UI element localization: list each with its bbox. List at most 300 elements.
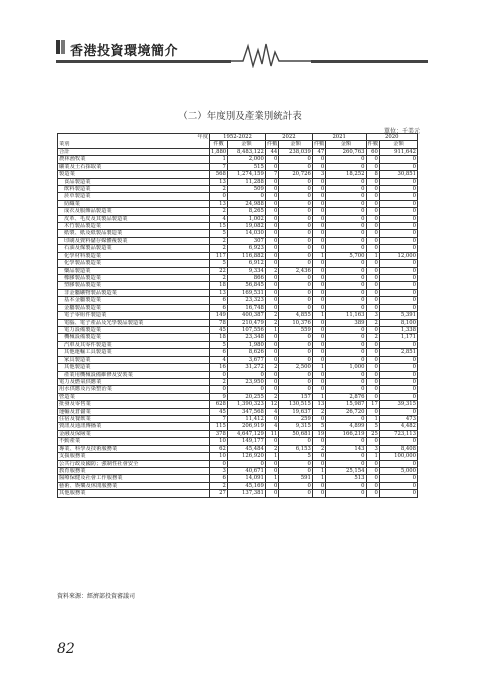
case-count-cell: 2 — [210, 185, 228, 192]
table-row — [58, 453, 418, 460]
case-count-cell: 0 — [312, 245, 325, 252]
case-count-cell: 0 — [265, 282, 278, 289]
case-count-cell: 0 — [312, 200, 325, 207]
amount-cell: 0 — [326, 289, 366, 296]
amount-cell: 0 — [279, 349, 313, 356]
case-count-cell: 0 — [366, 208, 379, 215]
industry-name: 基本金屬製造業 — [58, 297, 210, 304]
case-count-cell: 2 — [210, 208, 228, 215]
case-count-cell: 1 — [312, 393, 325, 400]
amount-cell: 0 — [279, 252, 313, 259]
case-count-cell: 0 — [366, 237, 379, 244]
amount-cell: 509 — [227, 185, 265, 192]
table-row — [58, 193, 418, 200]
case-count-cell: 1 — [366, 416, 379, 423]
table-row — [58, 178, 418, 185]
amount-cell: 0 — [379, 215, 417, 222]
table-row — [58, 208, 418, 215]
amount-cell: 0 — [379, 386, 417, 393]
amount-cell: 149,177 — [227, 438, 265, 445]
amount-cell: 0 — [379, 490, 417, 497]
amount-cell: 0 — [379, 178, 417, 185]
amount-cell: 0 — [227, 460, 265, 467]
case-count-cell: 1 — [312, 252, 325, 259]
amount-cell: 238,039 — [279, 148, 313, 155]
amount-cell: 15,987 — [326, 401, 366, 408]
case-count-cell: 0 — [366, 341, 379, 348]
industry-name: 支援服務業 — [58, 453, 210, 460]
case-count-cell: 2 — [265, 364, 278, 371]
amount-cell: 24,988 — [227, 200, 265, 207]
case-count-cell: 0 — [265, 371, 278, 378]
case-count-cell: 0 — [312, 237, 325, 244]
table-row — [58, 304, 418, 311]
case-count-cell: 0 — [265, 245, 278, 252]
amount-cell: 0 — [279, 490, 313, 497]
table-row — [58, 171, 418, 178]
case-count-cell: 2 — [265, 312, 278, 319]
amount-cell: 8,626 — [227, 349, 265, 356]
industry-name: 資訊及通訊傳播業 — [58, 423, 210, 430]
amount-cell: 0 — [326, 356, 366, 363]
case-count-cell: 0 — [366, 200, 379, 207]
amount-cell: 0 — [326, 438, 366, 445]
header-title: 香港投資環境簡介 — [70, 44, 179, 59]
amount-cell: 0 — [279, 260, 313, 267]
case-count-cell: 0 — [312, 260, 325, 267]
table-row — [58, 223, 418, 230]
case-count-cell: 19 — [312, 430, 325, 437]
amount-cell: 0 — [279, 371, 313, 378]
amount-cell: 9,334 — [227, 267, 265, 274]
case-count-cell: 0 — [265, 260, 278, 267]
case-count-cell: 0 — [366, 223, 379, 230]
case-count-cell: 47 — [312, 148, 325, 155]
source-note: 資料來源：經濟部投資審議司 — [57, 593, 136, 600]
amount-cell: 11,163 — [326, 312, 366, 319]
industry-name: 菸草製造業 — [58, 193, 210, 200]
amount-cell: 0 — [279, 356, 313, 363]
amount-cell: 20,255 — [227, 393, 265, 400]
amount-cell: 31,272 — [227, 364, 265, 371]
amount-cell: 0 — [326, 416, 366, 423]
amount-cell: 100,000 — [379, 453, 417, 460]
amount-cell: 3,677 — [227, 356, 265, 363]
case-count-cell: 0 — [312, 319, 325, 326]
amount-cell: 259 — [279, 416, 313, 423]
case-count-cell: 0 — [366, 386, 379, 393]
amount-cell: 0 — [379, 393, 417, 400]
amount-cell: 400,387 — [227, 312, 265, 319]
case-count-cell: 12 — [265, 401, 278, 408]
amount-cell: 23,323 — [227, 297, 265, 304]
amount-cell: 8,483,122 — [227, 148, 265, 155]
period-header: 2021 — [312, 134, 366, 141]
case-count-cell: 13 — [210, 289, 228, 296]
amount-cell: 5 — [279, 453, 313, 460]
industry-name: 石油及煤製品製造業 — [58, 245, 210, 252]
case-count-cell: 13 — [210, 200, 228, 207]
amount-cell: 206,919 — [227, 423, 265, 430]
case-count-cell: 4 — [265, 408, 278, 415]
case-count-cell: 62 — [210, 445, 228, 452]
case-count-cell: 2 — [312, 408, 325, 415]
industry-name: 藝術、娛樂及休閒服務業 — [58, 482, 210, 489]
amount-cell: 20,726 — [279, 171, 313, 178]
case-count-cell: 5 — [210, 230, 228, 237]
amount-cell: 0 — [279, 185, 313, 192]
case-count-cell: 378 — [210, 430, 228, 437]
case-count-cell: 0 — [210, 193, 228, 200]
amount-cell: 0 — [279, 245, 313, 252]
industry-name: 橡膠製品製造業 — [58, 275, 210, 282]
amount-cell: 1,002 — [227, 215, 265, 222]
case-count-cell: 0 — [366, 304, 379, 311]
amount-cell: 26,720 — [326, 408, 366, 415]
case-count-cell: 0 — [366, 215, 379, 222]
amount-cell: 0 — [326, 304, 366, 311]
case-count-cell: 0 — [312, 349, 325, 356]
industry-name: 飲料製造業 — [58, 185, 210, 192]
case-count-cell: 25 — [366, 430, 379, 437]
table-row — [58, 237, 418, 244]
amount-cell: 0 — [379, 200, 417, 207]
case-count-cell: 1 — [312, 475, 325, 482]
case-count-cell: 0 — [265, 467, 278, 474]
amount-cell: 559 — [279, 326, 313, 333]
case-count-cell: 0 — [312, 208, 325, 215]
case-count-cell: 0 — [265, 178, 278, 185]
amount-cell: 0 — [379, 371, 417, 378]
industry-name: 成衣及服飾品製造業 — [58, 208, 210, 215]
case-count-cell: 0 — [265, 386, 278, 393]
case-count-cell: 4 — [265, 423, 278, 430]
amount-cell: 0 — [379, 460, 417, 467]
industry-name: 食品製造業 — [58, 178, 210, 185]
case-count-cell: 0 — [265, 156, 278, 163]
unit-label: 單位：千美元 — [383, 128, 420, 135]
case-count-cell: 0 — [312, 438, 325, 445]
amount-cell: 0 — [379, 275, 417, 282]
amount-cell: 126,920 — [227, 453, 265, 460]
amount-cell: 0 — [379, 185, 417, 192]
amount-cell: 0 — [326, 386, 366, 393]
amount-cell: 0 — [279, 460, 313, 467]
case-count-cell: 1 — [265, 475, 278, 482]
amount-cell: 591 — [279, 475, 313, 482]
case-count-cell: 0 — [366, 178, 379, 185]
table-row — [58, 349, 418, 356]
case-count-cell: 0 — [265, 378, 278, 385]
column-subheader: 件數 — [210, 141, 228, 148]
industry-name: 印刷及資料儲存媒體複製業 — [58, 237, 210, 244]
case-count-cell: 0 — [312, 378, 325, 385]
case-count-cell: 2 — [210, 237, 228, 244]
amount-cell: 0 — [326, 208, 366, 215]
case-count-cell: 16 — [210, 364, 228, 371]
amount-cell: 515 — [227, 163, 265, 170]
case-count-cell: 0 — [366, 460, 379, 467]
industry-name: 不動產業 — [58, 438, 210, 445]
amount-cell: 4,482 — [379, 423, 417, 430]
case-count-cell: 0 — [366, 475, 379, 482]
industry-name: 電力設備製造業 — [58, 326, 210, 333]
case-count-cell: 0 — [210, 386, 228, 393]
case-count-cell: 0 — [312, 460, 325, 467]
table-row — [58, 378, 418, 385]
case-count-cell: 2 — [210, 378, 228, 385]
amount-cell: 23,950 — [227, 378, 265, 385]
case-count-cell: 2 — [210, 275, 228, 282]
table-row — [58, 275, 418, 282]
amount-cell: 0 — [379, 245, 417, 252]
case-count-cell: 6 — [210, 297, 228, 304]
amount-cell: 1,171 — [379, 334, 417, 341]
amount-cell: 0 — [326, 223, 366, 230]
amount-cell: 0 — [279, 386, 313, 393]
amount-cell: 0 — [326, 378, 366, 385]
industry-name: 運輸及倉儲業 — [58, 408, 210, 415]
amount-cell: 911,642 — [379, 148, 417, 155]
amount-cell: 14,091 — [227, 475, 265, 482]
case-count-cell: 117 — [210, 252, 228, 259]
case-count-cell: 0 — [366, 490, 379, 497]
industry-name: 汽車及其零件製造業 — [58, 341, 210, 348]
table-row — [58, 445, 418, 452]
period-header: 2022 — [265, 134, 312, 141]
page-number: 82 — [57, 641, 75, 657]
table-row — [58, 386, 418, 393]
amount-cell: 2,876 — [326, 393, 366, 400]
header-year-label: 年度 — [58, 134, 210, 141]
table-row — [58, 393, 418, 400]
case-count-cell: 0 — [366, 438, 379, 445]
amount-cell: 0 — [279, 282, 313, 289]
amount-cell: 19,082 — [227, 223, 265, 230]
case-count-cell: 0 — [366, 282, 379, 289]
industry-name: 公共行政及國防；強制性社會安全 — [58, 460, 210, 467]
case-count-cell: 0 — [366, 364, 379, 371]
case-count-cell: 0 — [312, 453, 325, 460]
case-count-cell: 0 — [265, 297, 278, 304]
amount-cell: 6,153 — [279, 445, 313, 452]
case-count-cell: 13 — [210, 178, 228, 185]
amount-cell: 0 — [326, 282, 366, 289]
table-row — [58, 230, 418, 237]
case-count-cell: 44 — [265, 148, 278, 155]
case-count-cell: 0 — [265, 200, 278, 207]
table-row — [58, 156, 418, 163]
amount-cell: 30,851 — [379, 171, 417, 178]
case-count-cell: 0 — [312, 267, 325, 274]
table-row — [58, 326, 418, 333]
industry-name: 農林漁牧業 — [58, 156, 210, 163]
case-count-cell: 0 — [366, 356, 379, 363]
amount-cell: 0 — [326, 178, 366, 185]
table-row — [58, 200, 418, 207]
amount-cell: 0 — [326, 371, 366, 378]
table-row — [58, 416, 418, 423]
table-row — [58, 334, 418, 341]
amount-cell: 116,882 — [227, 252, 265, 259]
case-count-cell: 0 — [265, 304, 278, 311]
case-count-cell: 0 — [265, 356, 278, 363]
amount-cell: 0 — [279, 438, 313, 445]
amount-cell: 56,845 — [227, 282, 265, 289]
case-count-cell: 0 — [265, 215, 278, 222]
case-count-cell: 0 — [312, 490, 325, 497]
table-title: （二）年度別及產業別統計表 — [178, 111, 302, 122]
amount-cell: 25,154 — [326, 467, 366, 474]
table-row — [58, 438, 418, 445]
table-row — [58, 215, 418, 222]
amount-cell: 4,647,129 — [227, 430, 265, 437]
industry-name: 產業用機械設備維修及安裝業 — [58, 371, 210, 378]
amount-cell: 0 — [379, 156, 417, 163]
column-subheader: 件數 — [367, 141, 379, 148]
amount-cell: 0 — [326, 237, 366, 244]
industry-name: 營造業 — [58, 393, 210, 400]
amount-cell: 347,568 — [227, 408, 265, 415]
table-row — [58, 289, 418, 296]
case-count-cell: 2 — [265, 393, 278, 400]
case-count-cell: 0 — [265, 223, 278, 230]
amount-cell: 5,700 — [326, 252, 366, 259]
industry-name: 電腦、電子產品及光學製品製造業 — [58, 319, 210, 326]
industry-name: 電力及燃氣供應業 — [58, 378, 210, 385]
case-count-cell: 1 — [265, 326, 278, 333]
amount-cell: 0 — [379, 267, 417, 274]
case-count-cell: 2 — [210, 482, 228, 489]
amount-cell: 143 — [326, 445, 366, 452]
amount-cell: 0 — [279, 378, 313, 385]
amount-cell: 723,113 — [379, 430, 417, 437]
amount-cell: 0 — [326, 341, 366, 348]
amount-cell: 6,912 — [227, 260, 265, 267]
amount-cell: 0 — [379, 304, 417, 311]
case-count-cell: 0 — [265, 275, 278, 282]
amount-cell: 1,338 — [379, 326, 417, 333]
case-count-cell: 0 — [366, 349, 379, 356]
amount-cell: 0 — [379, 230, 417, 237]
amount-cell: 0 — [279, 208, 313, 215]
case-count-cell: 0 — [366, 156, 379, 163]
amount-cell: 137,381 — [227, 490, 265, 497]
amount-cell: 6,923 — [227, 245, 265, 252]
header-industry-label: 業別 — [58, 141, 210, 148]
case-count-cell: 0 — [265, 185, 278, 192]
industry-name: 其他運輸工具製造業 — [58, 349, 210, 356]
case-count-cell: 5 — [366, 423, 379, 430]
amount-cell: 0 — [326, 215, 366, 222]
amount-cell: 2,851 — [379, 349, 417, 356]
case-count-cell: 0 — [265, 208, 278, 215]
case-count-cell: 0 — [366, 289, 379, 296]
amount-cell: 1,000 — [326, 364, 366, 371]
amount-cell: 5,391 — [379, 312, 417, 319]
amount-cell: 513 — [326, 475, 366, 482]
amount-cell: 0 — [326, 482, 366, 489]
column-subheader: 金額 — [279, 141, 313, 148]
amount-cell: 169,531 — [227, 289, 265, 296]
amount-cell: 0 — [279, 230, 313, 237]
amount-cell: 0 — [326, 200, 366, 207]
period-header: 2020 — [366, 134, 417, 141]
amount-cell: 2,000 — [227, 156, 265, 163]
amount-cell: 0 — [279, 334, 313, 341]
case-count-cell: 0 — [265, 482, 278, 489]
amount-cell: 2,500 — [279, 364, 313, 371]
amount-cell: 0 — [379, 356, 417, 363]
case-count-cell: 0 — [366, 297, 379, 304]
table-row — [58, 364, 418, 371]
industry-name: 化學製品製造業 — [58, 260, 210, 267]
industry-name: 金融及保險業 — [58, 430, 210, 437]
case-count-cell: 0 — [312, 275, 325, 282]
case-count-cell: 60 — [366, 148, 379, 155]
amount-cell: 0 — [326, 297, 366, 304]
case-count-cell: 5 — [312, 423, 325, 430]
amount-cell: 0 — [326, 275, 366, 282]
amount-cell: 0 — [379, 260, 417, 267]
amount-cell: 0 — [326, 453, 366, 460]
amount-cell: 0 — [379, 163, 417, 170]
case-count-cell: 0 — [312, 163, 325, 170]
industry-name: 家具製造業 — [58, 356, 210, 363]
amount-cell: 9,315 — [279, 423, 313, 430]
case-count-cell: 628 — [210, 401, 228, 408]
case-count-cell: 0 — [265, 193, 278, 200]
table-row — [58, 460, 418, 467]
amount-cell: 4,899 — [326, 423, 366, 430]
case-count-cell: 27 — [210, 490, 228, 497]
case-count-cell: 11 — [265, 430, 278, 437]
industry-name: 用水供應及污染整治業 — [58, 386, 210, 393]
amount-cell: 0 — [326, 156, 366, 163]
amount-cell: 0 — [379, 223, 417, 230]
table-row — [58, 408, 418, 415]
case-count-cell: 0 — [265, 289, 278, 296]
industry-name: 紙漿、紙及紙製品製造業 — [58, 230, 210, 237]
industry-name: 木竹製品製造業 — [58, 223, 210, 230]
amount-cell: 50,681 — [279, 430, 313, 437]
case-count-cell: 5 — [210, 260, 228, 267]
industry-name: 非金屬礦物製品製造業 — [58, 289, 210, 296]
amount-cell: 0 — [379, 297, 417, 304]
case-count-cell: 0 — [265, 460, 278, 467]
case-count-cell: 0 — [366, 378, 379, 385]
case-count-cell: 6 — [210, 349, 228, 356]
case-count-cell: 10 — [210, 453, 228, 460]
case-count-cell: 0 — [312, 356, 325, 363]
page-header — [56, 38, 428, 68]
case-count-cell: 1 — [210, 156, 228, 163]
table-row — [58, 423, 418, 430]
amount-cell: 19,637 — [279, 408, 313, 415]
case-count-cell: 0 — [312, 326, 325, 333]
amount-cell: 23,348 — [227, 334, 265, 341]
amount-cell: 10,376 — [279, 319, 313, 326]
amount-cell: 1,390,323 — [227, 401, 265, 408]
case-count-cell: 22 — [210, 267, 228, 274]
amount-cell: 0 — [326, 185, 366, 192]
amount-cell: 0 — [326, 267, 366, 274]
amount-cell: 0 — [379, 289, 417, 296]
amount-cell: 12,000 — [379, 252, 417, 259]
case-count-cell: 0 — [312, 341, 325, 348]
amount-cell: 0 — [279, 193, 313, 200]
amount-cell: 0 — [227, 386, 265, 393]
